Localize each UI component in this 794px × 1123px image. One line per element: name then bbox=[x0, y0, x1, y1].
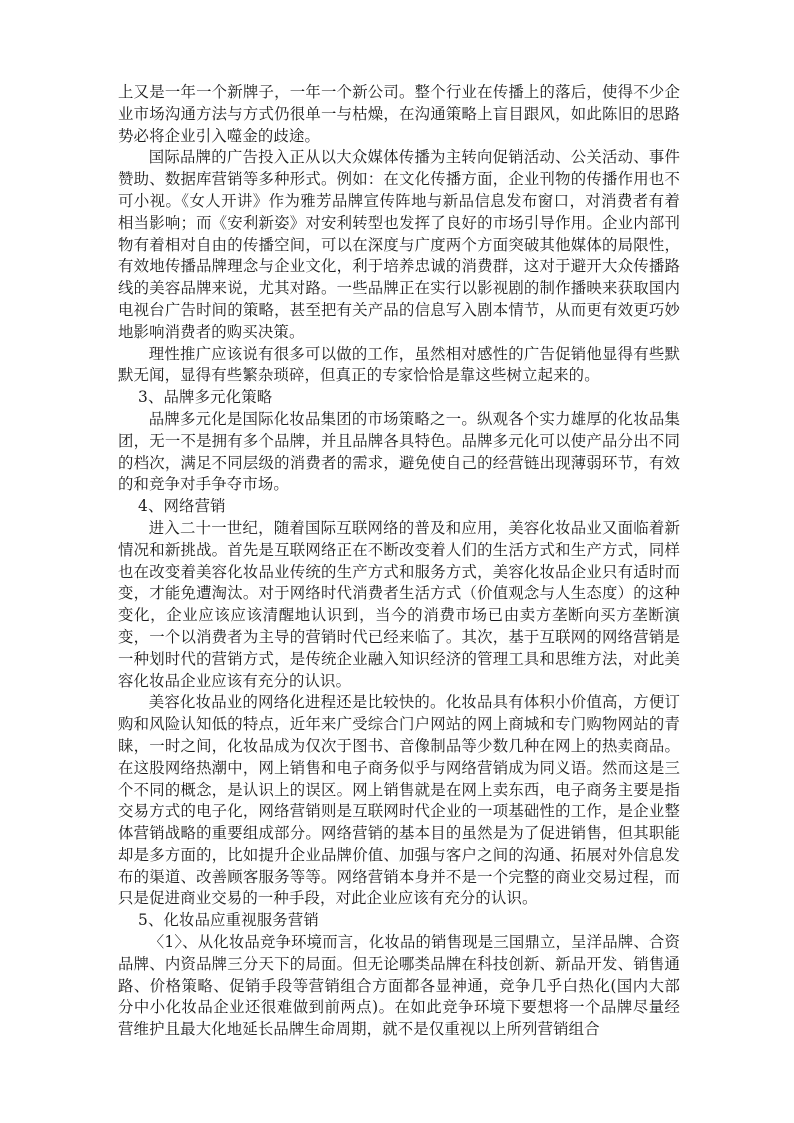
paragraph: 品牌多元化是国际化妆品集团的市场策略之一。纵观各个实力雄厚的化妆品集团，无一不是拥有多个品牌，并且品牌各具特色。品牌多元化可以使产品分出不同的档次，满足不同层级的消费者的需求，避免使自己的经营链出现薄弱环节，有效的和竞争对手争夺市场。 bbox=[118, 409, 680, 494]
paragraph: 美容化妆品业的网络化进程还是比较快的。化妆品具有体积小价值高，方便订购和风险认知低的特点，近年来广受综合门户网站的网上商城和专门购物网站的青睐，一时之间，化妆品成为仅次于图书、音像制品等少数几种在网上的热卖商品。在这股网络热潮中，网上销售和电子商务似乎与网络营销成为同义语。然而这是三个不同的概念，是认识上的误区。网上销售就是在网上卖东西，电子商务主要是指交易方式的电子化，网络营销则是互联网时代企业的一项基础性的工作，是企业整体营销战略的重要组成部分。网络营销的基本目的虽然是为了促进销售，但其职能却是多方面的，比如提升企业品牌价值、加强与客户之间的沟通、拓展对外信息发布的渠道、改善顾客服务等等。网络营销本身并不是一个完整的商业交易过程，而只是促进商业交易的一种手段，对此企业应该有充分的认识。 bbox=[118, 693, 680, 908]
paragraph: 理性推广应该说有很多可以做的工作，虽然相对感性的广告促销他显得有些默默无闻，显得有些繁杂琐碎，但真正的专家恰恰是靠这些树立起来的。 bbox=[118, 344, 680, 385]
section-heading: 5、化妆品应重视服务营销 bbox=[138, 911, 319, 930]
paragraph: 上又是一年一个新牌子，一年一个新公司。整个行业在传播上的落后，使得不少企业市场沟通方法与方式仍很单一与枯燥，在沟通策略上盲目跟风，如此陈旧的思路势必将企业引入噬金的歧途。 bbox=[118, 83, 680, 145]
paragraph: 进入二十一世纪，随着国际互联网络的普及和应用，美容化妆品业又面临着新情况和新挑战。首先是互联网络正在不断改变着人们的生活方式和生产方式，同样也在改变着美容化妆品业传统的生产方式和服务方式，美容化妆品企业只有适时而变，才能免遭淘汰。对于网络时代消费者生活方式（价值观念与人生态度）的这种变化，企业应该应该清醒地认识到，当今的消费市场已由卖方垄断向买方垄断演变，一个以消费者为主导的营销时代已经来临了。其次，基于互联网的网络营销是一种划时代的营销方式，是传统企业融入知识经济的管理工具和思维方法，对此美容化妆品企业应该有充分的认识。 bbox=[118, 518, 680, 690]
document-body bbox=[118, 82, 680, 1041]
paragraph: 〈1〉、从化妆品竞争环境而言，化妆品的销售现是三国鼎立，呈洋品牌、合资品牌、内资品牌三分天下的局面。但无论哪类品牌在科技创新、新品开发、销售通路、价格策略、促销手段等营销组合方面都各显神通，竞争几乎白热化(国内大部分中小化妆品企业还很难做到前两点)。在如此竞争环境下要想将一个品牌尽量经营维护且最大化地延长品牌生命周期，就不是仅重视以上所列营销组合 bbox=[118, 933, 680, 1039]
paragraph: 国际品牌的广告投入正从以大众媒体传播为主转向促销活动、公关活动、事件赞助、数据库营销等多种形式。例如：在文化传播方面，企业刊物的传播作用也不可小视。《女人开讲》作为雅芳品牌宣传阵地与新品信息发布窗口，对消费者有着相当影响；而《安利新姿》对安利转型也发挥了良好的市场引导作用。企业内部刊物有着相对自由的传播空间，可以在深度与广度两个方面突破其他媒体的局限性，有效地传播品牌理念与企业文化，利于培养忠诚的消费群，这对于避开大众传播路线的美容品牌来说，尤其对路。一些品牌正在实行以影视剧的制作播映来获取国内电视台广告时间的策略，甚至把有关产品的信息写入剧本情节，从而更有效更巧妙地影响消费者的购买决策。 bbox=[118, 148, 680, 341]
section-heading: 4、网络营销 bbox=[138, 497, 226, 516]
section-heading: 3、品牌多元化策略 bbox=[138, 388, 273, 407]
